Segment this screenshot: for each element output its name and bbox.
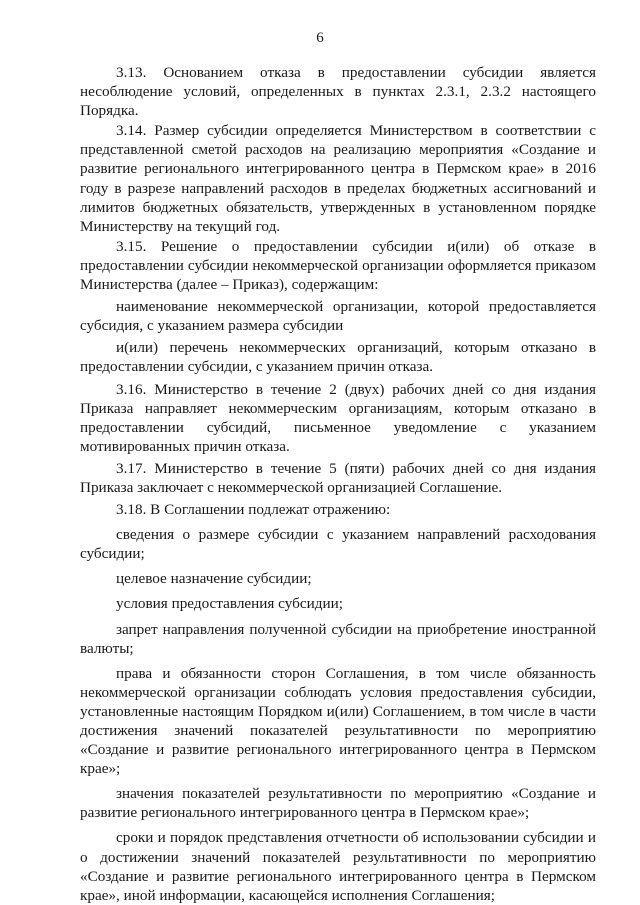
paragraph-3-17: 3.17. Министерство в течение 5 (пяти) рабочих дней со дня издания Приказа заключает с некоммерческой организацией Соглашение.	[80, 459, 596, 496]
list-item-currency-ban: запрет направления полученной субсидии на приобретение иностранной валюты;	[80, 620, 596, 657]
paragraph-3-15-item-refusal: и(или) перечень некоммерческих организаций, которым отказано в предоставлении субсидии, с указанием причин отказа.	[80, 339, 596, 376]
document-body	[80, 63, 596, 905]
paragraph-3-15: 3.15. Решение о предоставлении субсидии и(или) об отказе в предоставлении субсидии некоммерческой организации оформляется приказом Министерства (далее – Приказ), содержащим:	[80, 237, 596, 294]
paragraph-3-15-item-name: наименование некоммерческой организации, которой предоставляется субсидия, с указанием размера субсидии	[80, 298, 596, 335]
list-item-purpose: целевое назначение субсидии;	[116, 570, 312, 588]
paragraph-3-13: 3.13. Основанием отказа в предоставлении субсидии является несоблюдение условий, определенных в пунктах 2.3.1, 2.3.2 настоящего Порядка.	[80, 64, 596, 120]
list-item-performance-indicators: значения показателей результативности по мероприятию «Создание и развитие регионального интегрированного центра в Пермском крае»;	[80, 785, 596, 822]
list-item-conditions: условия предоставления субсидии;	[116, 595, 343, 613]
paragraph-3-18: 3.18. В Соглашении подлежат отражению:	[116, 501, 391, 519]
list-item-rights-obligations: права и обязанности сторон Соглашения, в том числе обязанность некоммерческой организации соблюдать условия предоставления субсидии, установленные настоящим Порядком и(или) Соглашением, в том числе в части достижения значений показателей результативности по мероприятию «Создание и развитие регионального интегрированного центра в Пермском крае»;	[80, 664, 596, 778]
paragraph-3-14: 3.14. Размер субсидии определяется Министерством в соответствии с представленной сметой расходов на реализацию мероприятия «Создание и развитие регионального интегрированного центра в Пермском крае» в 2016 году в разрезе направлений расходов в пределах бюджетных ассигнований и лимитов бюджетных обязательств, утвержденных в установленном порядке Министерству на текущий год.	[80, 122, 596, 235]
list-item-amount: сведения о размере субсидии с указанием направлений расходования субсидии;	[80, 526, 596, 563]
page-number: 6	[316, 30, 324, 46]
list-item-reporting: сроки и порядок представления отчетности об использовании субсидии и о достижении значений показателей результативности по мероприятию «Создание и развитие регионального интегрированного центра в Пермском крае», иной информации, касающейся исполнения Соглашения;	[80, 829, 596, 904]
paragraph-3-16: 3.16. Министерство в течение 2 (двух) рабочих дней со дня издания Приказа направляет некоммерческим организациям, которым отказано в предоставлении субсидий, письменное уведомление с указанием мотивированных причин отказа.	[80, 380, 596, 455]
